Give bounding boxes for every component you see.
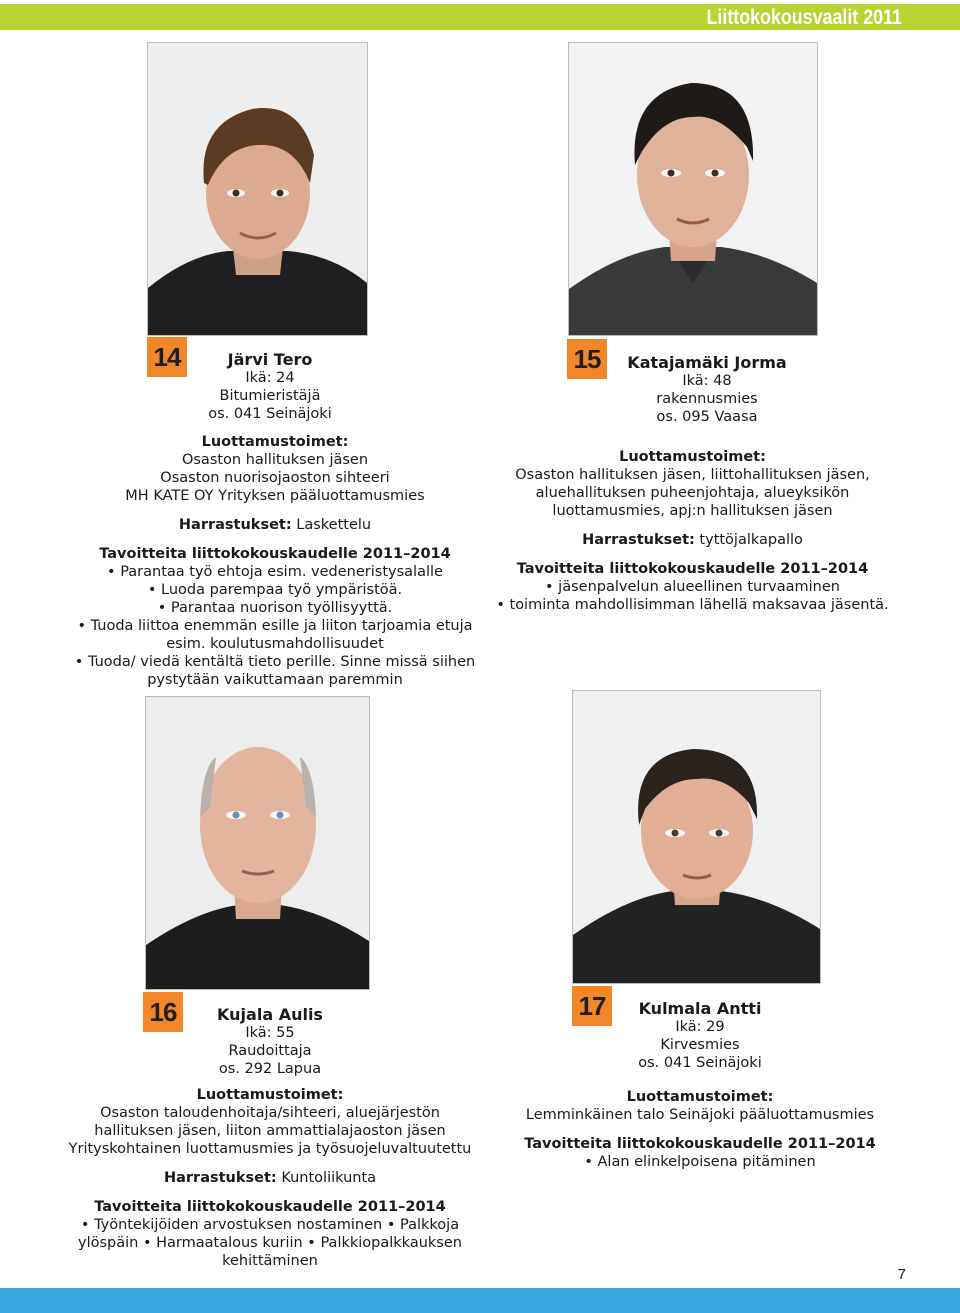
goals-label: Tavoitteita liittokokouskaudelle 2011–2014 [516, 561, 869, 577]
goal-item: • Tuoda/ viedä kentältä tieto perille. Sinne missä siihen [74, 654, 476, 670]
candidate-profession: rakennusmies [656, 391, 758, 407]
candidate-number-badge: 14 [147, 337, 187, 377]
goals-label: Tavoitteita liittokokouskaudelle 2011–2014 [94, 1199, 446, 1215]
footer-bar [0, 1288, 960, 1313]
portrait-photo [146, 697, 369, 989]
hobbies-label: Harrastukset: [178, 517, 292, 533]
page-number: 7 [897, 1266, 906, 1283]
hobbies-value: Kuntoliikunta [281, 1170, 377, 1186]
hobbies-line [60, 516, 490, 534]
hobbies-label: Harrastukset: [163, 1170, 277, 1186]
candidate-profession: Kirvesmies [660, 1037, 740, 1053]
goal-item: • jäsenpalvelun alueellinen turvaaminen [545, 579, 840, 595]
candidate-number-badge: 15 [567, 339, 607, 379]
goals-label: Tavoitteita liittokokouskaudelle 2011–2014 [524, 1136, 876, 1152]
candidate-photo-14 [147, 42, 368, 336]
candidate-branch: os. 041 Seinäjoki [638, 1055, 762, 1071]
candidate-number-badge: 16 [143, 992, 183, 1032]
hobbies-value: Laskettelu [296, 517, 372, 533]
candidate-profession: Bitumieristäjä [219, 388, 321, 404]
candidate-info [200, 350, 340, 423]
hobbies-value: tyttöjalkapallo [699, 532, 803, 548]
candidate-info [612, 353, 802, 426]
candidate-age: Ikä: 55 [245, 1025, 295, 1041]
goal-item: • Työntekijöiden arvostuksen nostaminen • Palkkoja [80, 1217, 460, 1233]
goal-item: ylöspäin • Harmaatalous kuriin • Palkkiopalkkauksen [78, 1235, 462, 1251]
hobbies-line [485, 531, 900, 549]
candidate-branch: os. 041 Seinäjoki [208, 406, 332, 422]
candidate-info [620, 999, 780, 1072]
position-item: Osaston nuorisojaoston sihteeri [160, 470, 390, 486]
candidate-details [485, 448, 900, 614]
candidate-photo-15 [568, 42, 818, 336]
goal-item: esim. koulutusmahdollisuudet [166, 636, 384, 652]
candidate-name: Kujala Aulis [217, 1005, 323, 1024]
positions-label: Luottamustoimet: [201, 434, 349, 450]
candidate-age: Ikä: 48 [682, 373, 732, 389]
candidate-profession: Raudoittaja [228, 1043, 312, 1059]
candidate-details [60, 433, 490, 689]
candidate-age: Ikä: 29 [675, 1019, 725, 1035]
candidate-details [500, 1088, 900, 1171]
positions-label: Luottamustoimet: [619, 449, 766, 465]
goal-item: • Tuoda liittoa enemmän esille ja liiton tarjoamia etuja [77, 618, 473, 634]
candidate-info [200, 1005, 340, 1078]
position-item: MH KATE OY Yrityksen pääluottamusmies [125, 488, 425, 504]
goal-item: kehittäminen [222, 1253, 318, 1269]
positions-label: Luottamustoimet: [196, 1087, 344, 1103]
candidate-name: Järvi Tero [227, 350, 313, 369]
portrait-photo [569, 43, 817, 335]
hobbies-line [50, 1169, 490, 1187]
candidate-name: Katajamäki Jorma [627, 353, 787, 372]
goals-label: Tavoitteita liittokokouskaudelle 2011–2014 [99, 546, 451, 562]
portrait-photo [148, 43, 367, 335]
position-item: Osaston taloudenhoitaja/sihteeri, aluejärjestön [100, 1105, 440, 1121]
candidate-number-badge: 17 [572, 986, 612, 1026]
page-title: Liittokokousvaalit 2011 [706, 6, 902, 29]
positions-label: Luottamustoimet: [626, 1089, 774, 1105]
goal-item: • toiminta mahdollisimman lähellä maksavaa jäsentä. [496, 597, 889, 613]
candidate-age: Ikä: 24 [245, 370, 295, 386]
candidate-branch: os. 292 Lapua [218, 1061, 322, 1077]
position-item: Lemminkäinen talo Seinäjoki pääluottamusmies [525, 1107, 875, 1123]
goal-item: • Alan elinkelpoisena pitäminen [584, 1154, 816, 1170]
position-item: Yrityskohtainen luottamusmies ja työsuojeluvaltuutettu [68, 1141, 472, 1157]
position-item: aluehallituksen puheenjohtaja, alueyksikön [535, 485, 850, 501]
candidate-details [50, 1086, 490, 1270]
position-item: Osaston hallituksen jäsen, liittohallituksen jäsen, [515, 467, 870, 483]
hobbies-label: Harrastukset: [582, 532, 695, 548]
position-item: luottamusmies, apj:n hallituksen jäsen [552, 503, 833, 519]
goal-item: • Luoda parempaa työ ympäristöä. [147, 582, 403, 598]
candidate-name: Kulmala Antti [638, 999, 762, 1018]
candidate-branch: os. 095 Vaasa [656, 409, 758, 425]
goal-item: • Parantaa työ ehtoja esim. vedeneristysalalle [107, 564, 443, 580]
goal-item: • Parantaa nuorison työllisyyttä. [157, 600, 393, 616]
candidate-photo-17 [572, 690, 821, 984]
candidate-photo-16 [145, 696, 370, 990]
portrait-photo [573, 691, 820, 983]
position-item: Osaston hallituksen jäsen [181, 452, 369, 468]
position-item: hallituksen jäsen, liiton ammattialajaoston jäsen [94, 1123, 446, 1139]
goal-item: pystytään vaikuttamaan paremmin [147, 672, 403, 688]
